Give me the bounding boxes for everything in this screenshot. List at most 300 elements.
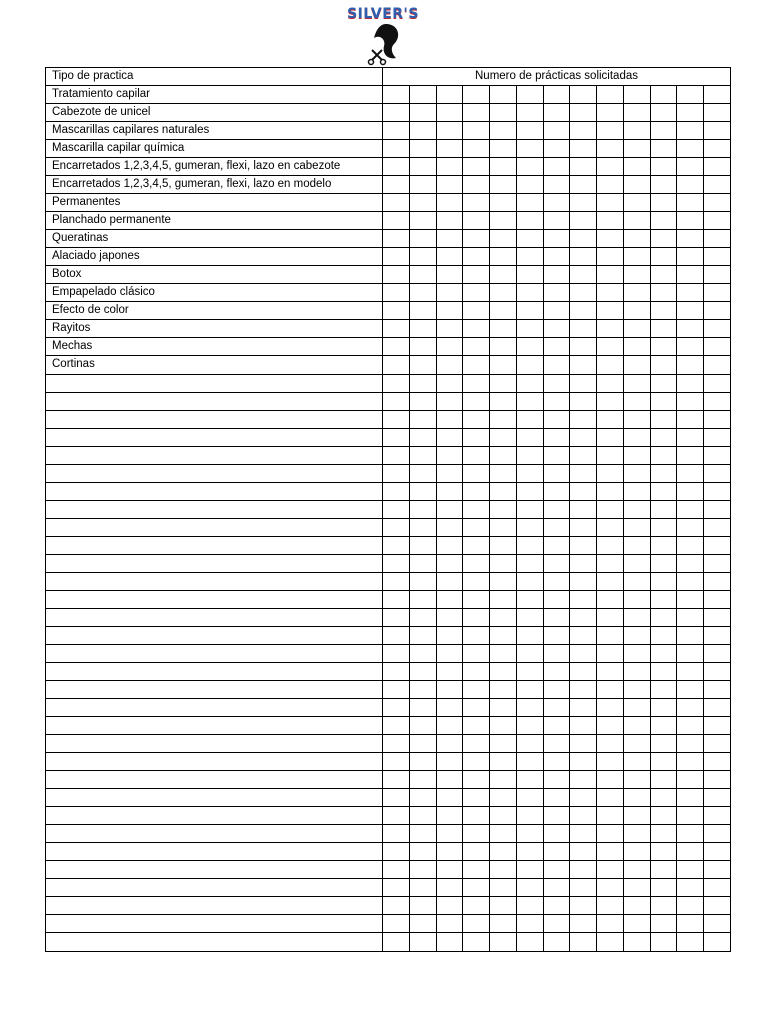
count-cell: [490, 663, 517, 681]
count-cell: [490, 879, 517, 897]
count-cell: [597, 663, 624, 681]
count-cell: [597, 176, 624, 194]
count-cell: [490, 536, 517, 554]
count-cell: [436, 500, 463, 518]
count-cell: [516, 176, 543, 194]
count-cell: [383, 897, 410, 915]
count-cell: [490, 933, 517, 952]
table-row: [46, 843, 731, 861]
count-cell: [543, 212, 570, 230]
count-cell: [516, 410, 543, 428]
count-cell: [490, 284, 517, 302]
count-cell: [570, 446, 597, 464]
count-cell: [383, 626, 410, 644]
count-cell: [650, 879, 677, 897]
count-cell: [677, 681, 704, 699]
count-cell: [383, 302, 410, 320]
count-cell: [570, 302, 597, 320]
count-cell: [463, 122, 490, 140]
count-cell: [570, 428, 597, 446]
count-cell: [543, 663, 570, 681]
count-cell: [516, 879, 543, 897]
count-cell: [677, 230, 704, 248]
count-cell: [463, 843, 490, 861]
count-cell: [436, 518, 463, 536]
count-cell: [516, 644, 543, 662]
count-cell: [543, 572, 570, 590]
count-cell: [409, 608, 436, 626]
count-cell: [383, 410, 410, 428]
count-cell: [650, 825, 677, 843]
count-cell: [650, 500, 677, 518]
count-cell: [436, 104, 463, 122]
count-cell: [623, 122, 650, 140]
count-cell: [516, 86, 543, 104]
count-cell: [463, 374, 490, 392]
practice-label: [46, 590, 383, 608]
count-cell: [383, 554, 410, 572]
count-cell: [463, 807, 490, 825]
count-cell: [570, 933, 597, 952]
table-row: [46, 104, 731, 122]
count-cell: [677, 320, 704, 338]
count-cell: [383, 644, 410, 662]
table-row: [46, 554, 731, 572]
count-cell: [623, 536, 650, 554]
count-cell: [597, 933, 624, 952]
count-cell: [436, 446, 463, 464]
count-cell: [623, 735, 650, 753]
count-cell: [650, 753, 677, 771]
count-cell: [570, 392, 597, 410]
count-cell: [677, 266, 704, 284]
count-cell: [597, 572, 624, 590]
count-cell: [463, 933, 490, 952]
count-cell: [490, 446, 517, 464]
table-row: [46, 140, 731, 158]
count-cell: [409, 644, 436, 662]
count-cell: [597, 897, 624, 915]
count-cell: [463, 590, 490, 608]
count-cell: [597, 608, 624, 626]
count-cell: [516, 374, 543, 392]
count-cell: [704, 933, 731, 952]
practice-label: [46, 807, 383, 825]
count-cell: [463, 428, 490, 446]
count-cell: [490, 500, 517, 518]
table-row: [46, 248, 731, 266]
count-cell: [704, 248, 731, 266]
count-cell: [409, 212, 436, 230]
count-cell: [650, 536, 677, 554]
count-cell: [597, 194, 624, 212]
count-cell: [704, 446, 731, 464]
count-cell: [677, 518, 704, 536]
count-cell: [650, 212, 677, 230]
count-cell: [570, 338, 597, 356]
count-cell: [543, 879, 570, 897]
practice-label: Efecto de color: [46, 302, 383, 320]
count-cell: [463, 104, 490, 122]
count-cell: [677, 140, 704, 158]
table-row: [46, 915, 731, 933]
count-cell: [543, 428, 570, 446]
count-cell: [543, 86, 570, 104]
count-cell: [463, 158, 490, 176]
count-cell: [677, 302, 704, 320]
count-cell: [543, 140, 570, 158]
count-cell: [650, 518, 677, 536]
count-cell: [383, 536, 410, 554]
count-cell: [570, 825, 597, 843]
count-cell: [436, 843, 463, 861]
count-cell: [490, 644, 517, 662]
count-cell: [490, 428, 517, 446]
practice-label: [46, 500, 383, 518]
practice-label: Encarretados 1,2,3,4,5, gumeran, flexi, lazo en modelo: [46, 176, 383, 194]
count-cell: [597, 879, 624, 897]
count-cell: [704, 771, 731, 789]
count-cell: [677, 194, 704, 212]
count-cell: [490, 266, 517, 284]
count-cell: [650, 807, 677, 825]
count-cell: [570, 320, 597, 338]
count-cell: [623, 879, 650, 897]
count-cell: [383, 915, 410, 933]
count-cell: [677, 717, 704, 735]
count-cell: [677, 789, 704, 807]
stylist-silhouette-icon: [358, 20, 408, 68]
count-cell: [463, 554, 490, 572]
count-cell: [463, 608, 490, 626]
count-cell: [516, 735, 543, 753]
practice-label: [46, 428, 383, 446]
table-row: [46, 464, 731, 482]
practice-label: [46, 374, 383, 392]
count-cell: [409, 626, 436, 644]
count-cell: [490, 158, 517, 176]
count-cell: [516, 158, 543, 176]
count-cell: [650, 843, 677, 861]
count-cell: [650, 302, 677, 320]
table-row: [46, 392, 731, 410]
count-cell: [677, 644, 704, 662]
count-cell: [570, 897, 597, 915]
count-cell: [543, 807, 570, 825]
count-cell: [436, 735, 463, 753]
count-cell: [623, 374, 650, 392]
count-cell: [490, 230, 517, 248]
count-cell: [677, 482, 704, 500]
table-row: [46, 320, 731, 338]
count-cell: [650, 572, 677, 590]
count-cell: [597, 248, 624, 266]
count-cell: [409, 302, 436, 320]
count-cell: [383, 248, 410, 266]
count-cell: [516, 681, 543, 699]
practice-label: [46, 482, 383, 500]
count-cell: [463, 681, 490, 699]
count-cell: [597, 374, 624, 392]
count-cell: [436, 933, 463, 952]
count-cell: [623, 320, 650, 338]
count-cell: [677, 158, 704, 176]
practice-label: [46, 663, 383, 681]
count-cell: [463, 284, 490, 302]
count-cell: [436, 663, 463, 681]
count-cell: [623, 915, 650, 933]
practice-label: [46, 879, 383, 897]
count-cell: [650, 771, 677, 789]
table-row: [46, 194, 731, 212]
count-cell: [383, 446, 410, 464]
count-cell: [516, 284, 543, 302]
count-cell: [650, 176, 677, 194]
count-cell: [677, 86, 704, 104]
count-cell: [704, 572, 731, 590]
table-row: [46, 86, 731, 104]
count-cell: [383, 266, 410, 284]
count-cell: [650, 663, 677, 681]
count-cell: [436, 374, 463, 392]
count-cell: [650, 86, 677, 104]
count-cell: [543, 735, 570, 753]
table-row: [46, 482, 731, 500]
count-cell: [543, 789, 570, 807]
count-cell: [570, 608, 597, 626]
count-cell: [677, 915, 704, 933]
count-cell: [543, 284, 570, 302]
count-cell: [516, 392, 543, 410]
count-cell: [704, 140, 731, 158]
table-row: [46, 176, 731, 194]
count-cell: [516, 753, 543, 771]
count-cell: [409, 915, 436, 933]
count-cell: [383, 392, 410, 410]
count-cell: [409, 176, 436, 194]
count-cell: [677, 536, 704, 554]
count-cell: [436, 681, 463, 699]
count-cell: [623, 608, 650, 626]
count-cell: [436, 392, 463, 410]
count-cell: [650, 410, 677, 428]
count-cell: [650, 266, 677, 284]
count-cell: [436, 825, 463, 843]
count-cell: [570, 374, 597, 392]
count-cell: [409, 320, 436, 338]
count-cell: [436, 266, 463, 284]
count-cell: [597, 681, 624, 699]
count-cell: [623, 897, 650, 915]
count-cell: [516, 771, 543, 789]
count-cell: [490, 608, 517, 626]
count-cell: [436, 464, 463, 482]
count-cell: [543, 410, 570, 428]
count-cell: [490, 681, 517, 699]
count-cell: [383, 158, 410, 176]
count-cell: [436, 861, 463, 879]
count-cell: [570, 861, 597, 879]
count-cell: [677, 374, 704, 392]
count-cell: [383, 735, 410, 753]
count-cell: [597, 915, 624, 933]
count-cell: [516, 536, 543, 554]
table-row: [46, 681, 731, 699]
practice-label: Mascarilla capilar química: [46, 140, 383, 158]
count-cell: [543, 104, 570, 122]
practice-label: [46, 392, 383, 410]
count-cell: [516, 789, 543, 807]
count-cell: [543, 356, 570, 374]
count-cell: [516, 338, 543, 356]
count-cell: [436, 626, 463, 644]
count-cell: [516, 915, 543, 933]
practice-label: Queratinas: [46, 230, 383, 248]
count-cell: [543, 554, 570, 572]
practice-label: [46, 464, 383, 482]
count-cell: [650, 104, 677, 122]
count-cell: [409, 735, 436, 753]
count-cell: [463, 410, 490, 428]
count-cell: [436, 915, 463, 933]
count-cell: [543, 482, 570, 500]
count-cell: [543, 500, 570, 518]
count-cell: [516, 428, 543, 446]
count-cell: [409, 753, 436, 771]
count-cell: [516, 843, 543, 861]
table-row: [46, 230, 731, 248]
count-cell: [383, 825, 410, 843]
count-cell: [436, 879, 463, 897]
count-cell: [570, 771, 597, 789]
count-cell: [383, 933, 410, 952]
count-cell: [516, 302, 543, 320]
count-cell: [543, 374, 570, 392]
count-cell: [704, 699, 731, 717]
count-cell: [570, 284, 597, 302]
practice-label: [46, 861, 383, 879]
count-cell: [677, 446, 704, 464]
count-cell: [490, 392, 517, 410]
table-row: [46, 500, 731, 518]
count-cell: [570, 104, 597, 122]
count-cell: [436, 807, 463, 825]
count-cell: [463, 140, 490, 158]
count-cell: [383, 140, 410, 158]
count-cell: [650, 554, 677, 572]
table-row: [46, 410, 731, 428]
count-cell: [409, 933, 436, 952]
count-cell: [597, 86, 624, 104]
table-row: [46, 446, 731, 464]
count-cell: [543, 176, 570, 194]
count-cell: [623, 663, 650, 681]
count-cell: [677, 735, 704, 753]
count-cell: [597, 158, 624, 176]
count-cell: [704, 789, 731, 807]
count-cell: [650, 915, 677, 933]
count-cell: [677, 104, 704, 122]
count-cell: [570, 699, 597, 717]
count-cell: [650, 158, 677, 176]
count-cell: [543, 194, 570, 212]
count-cell: [570, 122, 597, 140]
count-cell: [570, 663, 597, 681]
count-cell: [436, 248, 463, 266]
count-cell: [490, 410, 517, 428]
count-cell: [409, 789, 436, 807]
count-cell: [516, 626, 543, 644]
table-row: [46, 374, 731, 392]
count-cell: [704, 230, 731, 248]
count-cell: [597, 518, 624, 536]
count-cell: [704, 320, 731, 338]
count-cell: [704, 843, 731, 861]
count-cell: [704, 86, 731, 104]
count-cell: [570, 915, 597, 933]
count-cell: [409, 392, 436, 410]
count-cell: [677, 626, 704, 644]
count-cell: [383, 338, 410, 356]
count-cell: [490, 572, 517, 590]
table-row: [46, 536, 731, 554]
count-cell: [490, 122, 517, 140]
practice-label: Tratamiento capilar: [46, 86, 383, 104]
count-cell: [623, 104, 650, 122]
count-cell: [704, 104, 731, 122]
count-cell: [597, 392, 624, 410]
count-cell: [570, 644, 597, 662]
count-cell: [677, 663, 704, 681]
count-cell: [516, 248, 543, 266]
count-cell: [650, 608, 677, 626]
count-cell: [623, 356, 650, 374]
count-cell: [677, 338, 704, 356]
count-cell: [383, 663, 410, 681]
practice-label: [46, 446, 383, 464]
count-cell: [570, 482, 597, 500]
count-cell: [704, 807, 731, 825]
count-cell: [409, 590, 436, 608]
count-cell: [436, 428, 463, 446]
count-cell: [409, 410, 436, 428]
count-cell: [543, 464, 570, 482]
count-cell: [436, 338, 463, 356]
salon-logo: [340, 6, 426, 66]
count-cell: [463, 879, 490, 897]
count-cell: [704, 753, 731, 771]
count-cell: [650, 392, 677, 410]
count-cell: [650, 122, 677, 140]
count-cell: [623, 681, 650, 699]
count-cell: [409, 104, 436, 122]
count-cell: [409, 825, 436, 843]
count-cell: [383, 753, 410, 771]
count-cell: [490, 140, 517, 158]
count-cell: [623, 230, 650, 248]
practice-label: [46, 843, 383, 861]
count-cell: [383, 122, 410, 140]
count-cell: [704, 410, 731, 428]
count-cell: [650, 482, 677, 500]
count-cell: [597, 789, 624, 807]
table-header-row: [46, 68, 731, 86]
count-cell: [543, 699, 570, 717]
count-cell: [543, 644, 570, 662]
count-cell: [436, 771, 463, 789]
count-cell: [409, 717, 436, 735]
count-cell: [383, 212, 410, 230]
